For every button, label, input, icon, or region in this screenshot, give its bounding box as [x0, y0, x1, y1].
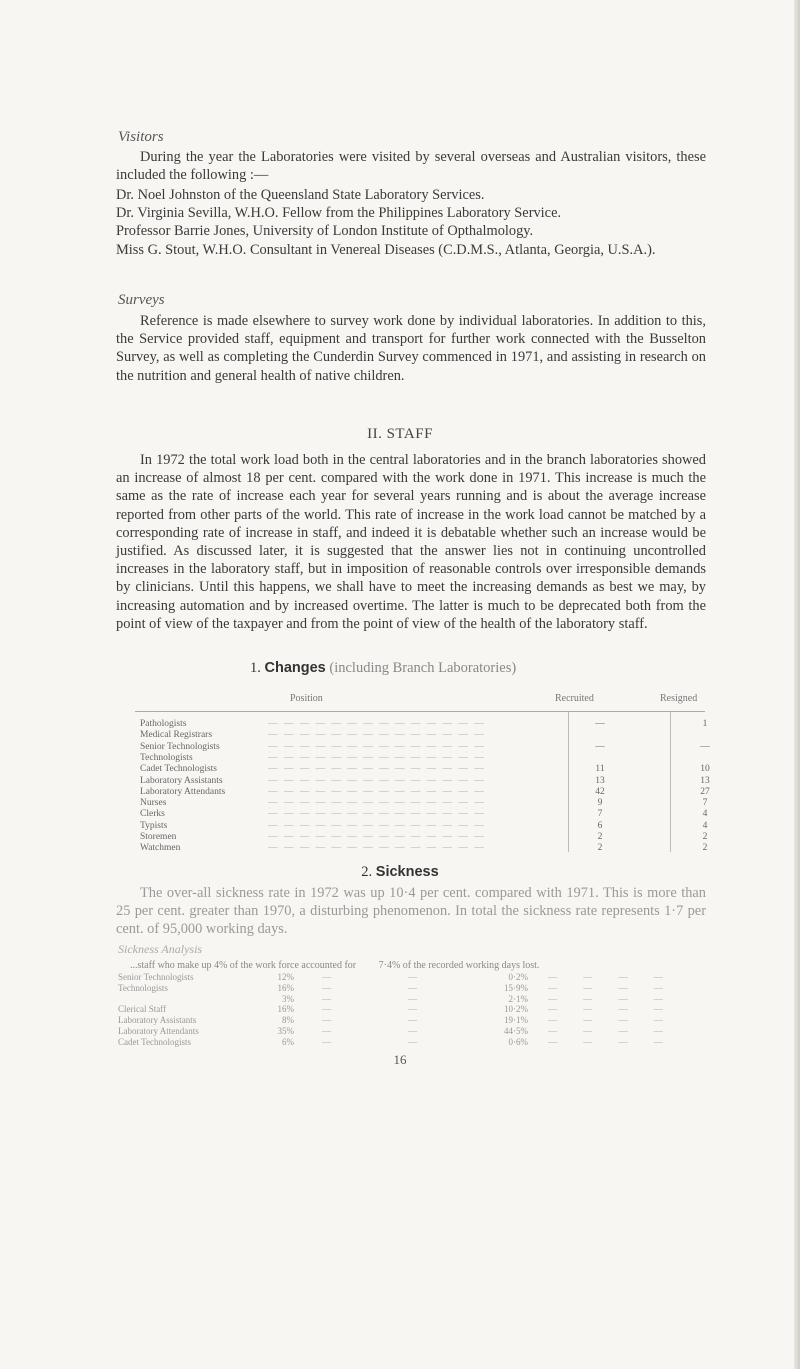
leader-dots: — — — — — — — — — — — — — — [268, 820, 486, 831]
table-row [140, 775, 710, 787]
table-row [140, 820, 708, 832]
leader-dots: — — — — — — — — — — — — — — [268, 798, 486, 809]
staff-section [116, 451, 706, 633]
table-row [140, 809, 708, 820]
row-position: Technologists [140, 752, 193, 763]
row-position: Laboratory Assistants [140, 775, 223, 786]
leader-dash: — [322, 1026, 331, 1036]
sickness-number: 2. [361, 864, 373, 880]
table-row [140, 843, 708, 854]
sa-force-percent: 35% [277, 1026, 294, 1036]
sa-force-percent: 16% [277, 982, 294, 993]
leader-dash: — [322, 1036, 331, 1047]
page-edge-shadow [794, 0, 800, 1369]
sa-group: Technologists [118, 982, 168, 993]
sa-intro-right: 7·4% of the recorded working days lost. [378, 960, 540, 971]
table-row [140, 786, 710, 798]
sa-days-percent: 0·2% [508, 972, 528, 982]
leader-dash: — — — — [548, 1015, 675, 1026]
sa-group: Clerical Staff [118, 1004, 167, 1015]
sa-row [118, 983, 698, 993]
leader-dash: — [408, 1036, 417, 1047]
sickness-analysis-heading: Sickness Analysis [118, 942, 203, 956]
leader-dash: — [322, 982, 331, 993]
sa-group: Cadet Technologists [118, 1036, 191, 1047]
row-position: Medical Registrars [140, 730, 213, 741]
changes-title: Changes [264, 660, 326, 676]
visitor-item: Dr. Virginia Sevilla, W.H.O. Fellow from the Philippines Laboratory Service. [116, 205, 562, 222]
sickness-text: The over-all sickness rate in 1972 was up 10·4 per cent. compared with 1971. This is more than 25 per cent. greater than 1970, a disturbing phenomenon. In total the sickness rate represents 1·7 per cent. of 95,000 working days. [116, 885, 706, 938]
leader-dash: — [322, 1015, 331, 1026]
sa-force-percent: 6% [282, 1036, 294, 1047]
sa-row [118, 1037, 698, 1047]
sa-row [118, 972, 698, 982]
col-header-recruited: Recruited [555, 693, 594, 704]
sa-row [118, 1026, 698, 1036]
surveys-section [116, 312, 706, 385]
row-resigned: 13 [685, 776, 725, 787]
leader-dash: — [408, 1004, 417, 1015]
visitors-heading: Visitors [118, 129, 164, 145]
row-resigned: 2 [685, 832, 725, 843]
sickness-analysis-intro [130, 960, 710, 971]
leader-dash: — [408, 972, 417, 982]
sa-force-percent: 3% [282, 993, 294, 1004]
row-recruited: — [580, 742, 620, 753]
leader-dots: — — — — — — — — — — — — — — [268, 809, 486, 820]
leader-dots: — — — — — — — — — — — — — — [268, 786, 486, 797]
row-resigned: 4 [685, 821, 725, 832]
leader-dash: — — — — [548, 982, 675, 993]
sa-days-percent: 2·1% [508, 993, 528, 1004]
row-position: Cadet Technologists [140, 764, 217, 775]
page-number: 16 [393, 1052, 407, 1067]
leader-dash: — [408, 1026, 417, 1036]
row-recruited: 6 [580, 821, 620, 832]
leader-dots: — — — — — — — — — — — — — — [268, 843, 486, 854]
table-row [140, 832, 708, 843]
row-recruited: — [580, 719, 620, 730]
sa-days-percent: 10·2% [504, 1004, 528, 1015]
sa-group: Senior Technologists [118, 972, 194, 982]
leader-dash: — [322, 972, 331, 982]
sickness-title-text: Sickness [375, 864, 439, 880]
changes-subtitle: (including Branch Laboratories) [329, 660, 517, 676]
table-row [140, 753, 700, 764]
row-resigned: 4 [685, 809, 725, 820]
sa-force-percent: 8% [282, 1015, 294, 1026]
col-header-resigned: Resigned [660, 693, 698, 704]
row-recruited: 2 [580, 832, 620, 843]
visitor-item: Miss G. Stout, W.H.O. Consultant in Venereal Diseases (C.D.M.S., Atlanta, Georgia, U.S.A.). [116, 241, 656, 258]
leader-dash: — — — — [548, 993, 675, 1004]
sa-days-percent: 44·5% [504, 1026, 528, 1036]
visitors-intro [116, 148, 706, 184]
row-resigned: — [685, 742, 725, 753]
surveys-text: Reference is made elsewhere to survey work done by individual laboratories. In addition to this, the Service provided staff, equipment and transport for further work connected with the Busselton Survey, as well as completing the Cunderdin Survey commenced in 1971, and assisting in research on the nutrition and general health of native children. [116, 313, 706, 384]
sa-force-percent: 12% [277, 972, 294, 982]
row-position: Nurses [140, 798, 167, 809]
leader-dash: — [408, 1015, 417, 1026]
visitors-list [116, 186, 706, 259]
leader-dots: — — — — — — — — — — — — — — [268, 775, 486, 786]
leader-dots: — — — — — — — — — — — — — — [268, 832, 486, 842]
table-row [140, 741, 710, 753]
row-recruited: 9 [580, 798, 620, 809]
staff-heading: II. STAFF [367, 426, 433, 442]
sa-row [118, 1015, 698, 1025]
sa-days-percent: 0·6% [508, 1036, 528, 1047]
sa-row [118, 1004, 698, 1014]
row-resigned: 2 [685, 843, 725, 854]
sa-intro-left: ...staff who make up 4% of the work force accounted for [130, 960, 357, 971]
leader-dash: — — — — [548, 972, 675, 982]
table-row [140, 798, 708, 809]
row-recruited: 11 [580, 764, 620, 775]
row-resigned: 1 [685, 719, 725, 730]
leader-dots: — — — — — — — — — — — — — — [268, 741, 486, 752]
table-row [140, 719, 708, 730]
sa-group: Laboratory Assistants [118, 1015, 197, 1026]
leader-dash: — [408, 993, 417, 1004]
sa-row [118, 994, 698, 1004]
row-position: Watchmen [140, 843, 181, 854]
leader-dots: — — — — — — — — — — — — — — [268, 730, 486, 741]
row-position: Laboratory Attendants [140, 786, 226, 797]
sa-days-percent: 15·9% [504, 982, 528, 993]
leader-dash: — [322, 1004, 331, 1015]
row-position: Storemen [140, 832, 177, 842]
sickness-title [0, 864, 800, 881]
changes-table-title [250, 660, 516, 677]
sa-days-percent: 19·1% [504, 1015, 528, 1026]
changes-number: 1. [250, 660, 261, 676]
row-recruited: 2 [580, 843, 620, 854]
visitors-intro-text: During the year the Laboratories were visited by several overseas and Australian visitors, these included the following :— [116, 149, 706, 184]
leader-dash: — [322, 993, 331, 1004]
row-position: Senior Technologists [140, 741, 220, 752]
sa-group: Laboratory Attendants [118, 1026, 199, 1036]
row-recruited: 13 [580, 776, 620, 787]
staff-text: In 1972 the total work load both in the central laboratories and in the branch laboratories showed an increase of almost 18 per cent. compared with the work done in 1971. This increase is much the same as the rate of increase each year for several years running and is about the average increase reported from other parts of the world. This rate of increase in the work load cannot be matched by a corresponding rate of increase in staff, and indeed it is debatable whether such an increase would be justified. As discussed later, it is suggested that the answer lies not in continuing uncontrolled increases in the laboratory staff, but in imposition of reasonable controls over irresponsible demands by clinicians. Until this happens, we shall have to meet the increasing demands as best we may, by increasing automation and by increased overtime. The latter is much to be deprecated both from the point of view of the taxpayer and from the point of view of the health of the laboratory staff. [116, 452, 706, 632]
row-resigned: 27 [685, 787, 725, 798]
sa-force-percent: 16% [277, 1004, 294, 1015]
leader-dash: — [408, 982, 417, 993]
leader-dots: — — — — — — — — — — — — — — [268, 764, 486, 775]
table-row [140, 764, 710, 775]
row-position: Typists [140, 820, 168, 831]
row-recruited: 42 [580, 787, 620, 798]
row-position: Clerks [140, 809, 165, 820]
sickness-section [116, 884, 706, 939]
visitor-item: Professor Barrie Jones, University of London Institute of Opthalmology. [116, 223, 534, 240]
leader-dash: — — — — [548, 1026, 675, 1036]
leader-dots: — — — — — — — — — — — — — — [268, 719, 486, 729]
table-top-rule [135, 711, 705, 712]
row-recruited: 7 [580, 809, 620, 820]
row-resigned: 10 [685, 764, 725, 775]
leader-dash: — — — — [548, 1004, 675, 1015]
table-row [140, 730, 700, 741]
visitor-item: Dr. Noel Johnston of the Queensland State Laboratory Services. [116, 187, 485, 203]
row-resigned: 7 [685, 798, 725, 809]
row-position: Pathologists [140, 719, 187, 729]
leader-dots: — — — — — — — — — — — — — — [268, 752, 486, 763]
surveys-heading: Surveys [118, 292, 165, 308]
leader-dash: — — — — [548, 1036, 675, 1047]
col-header-position: Position [290, 693, 323, 704]
